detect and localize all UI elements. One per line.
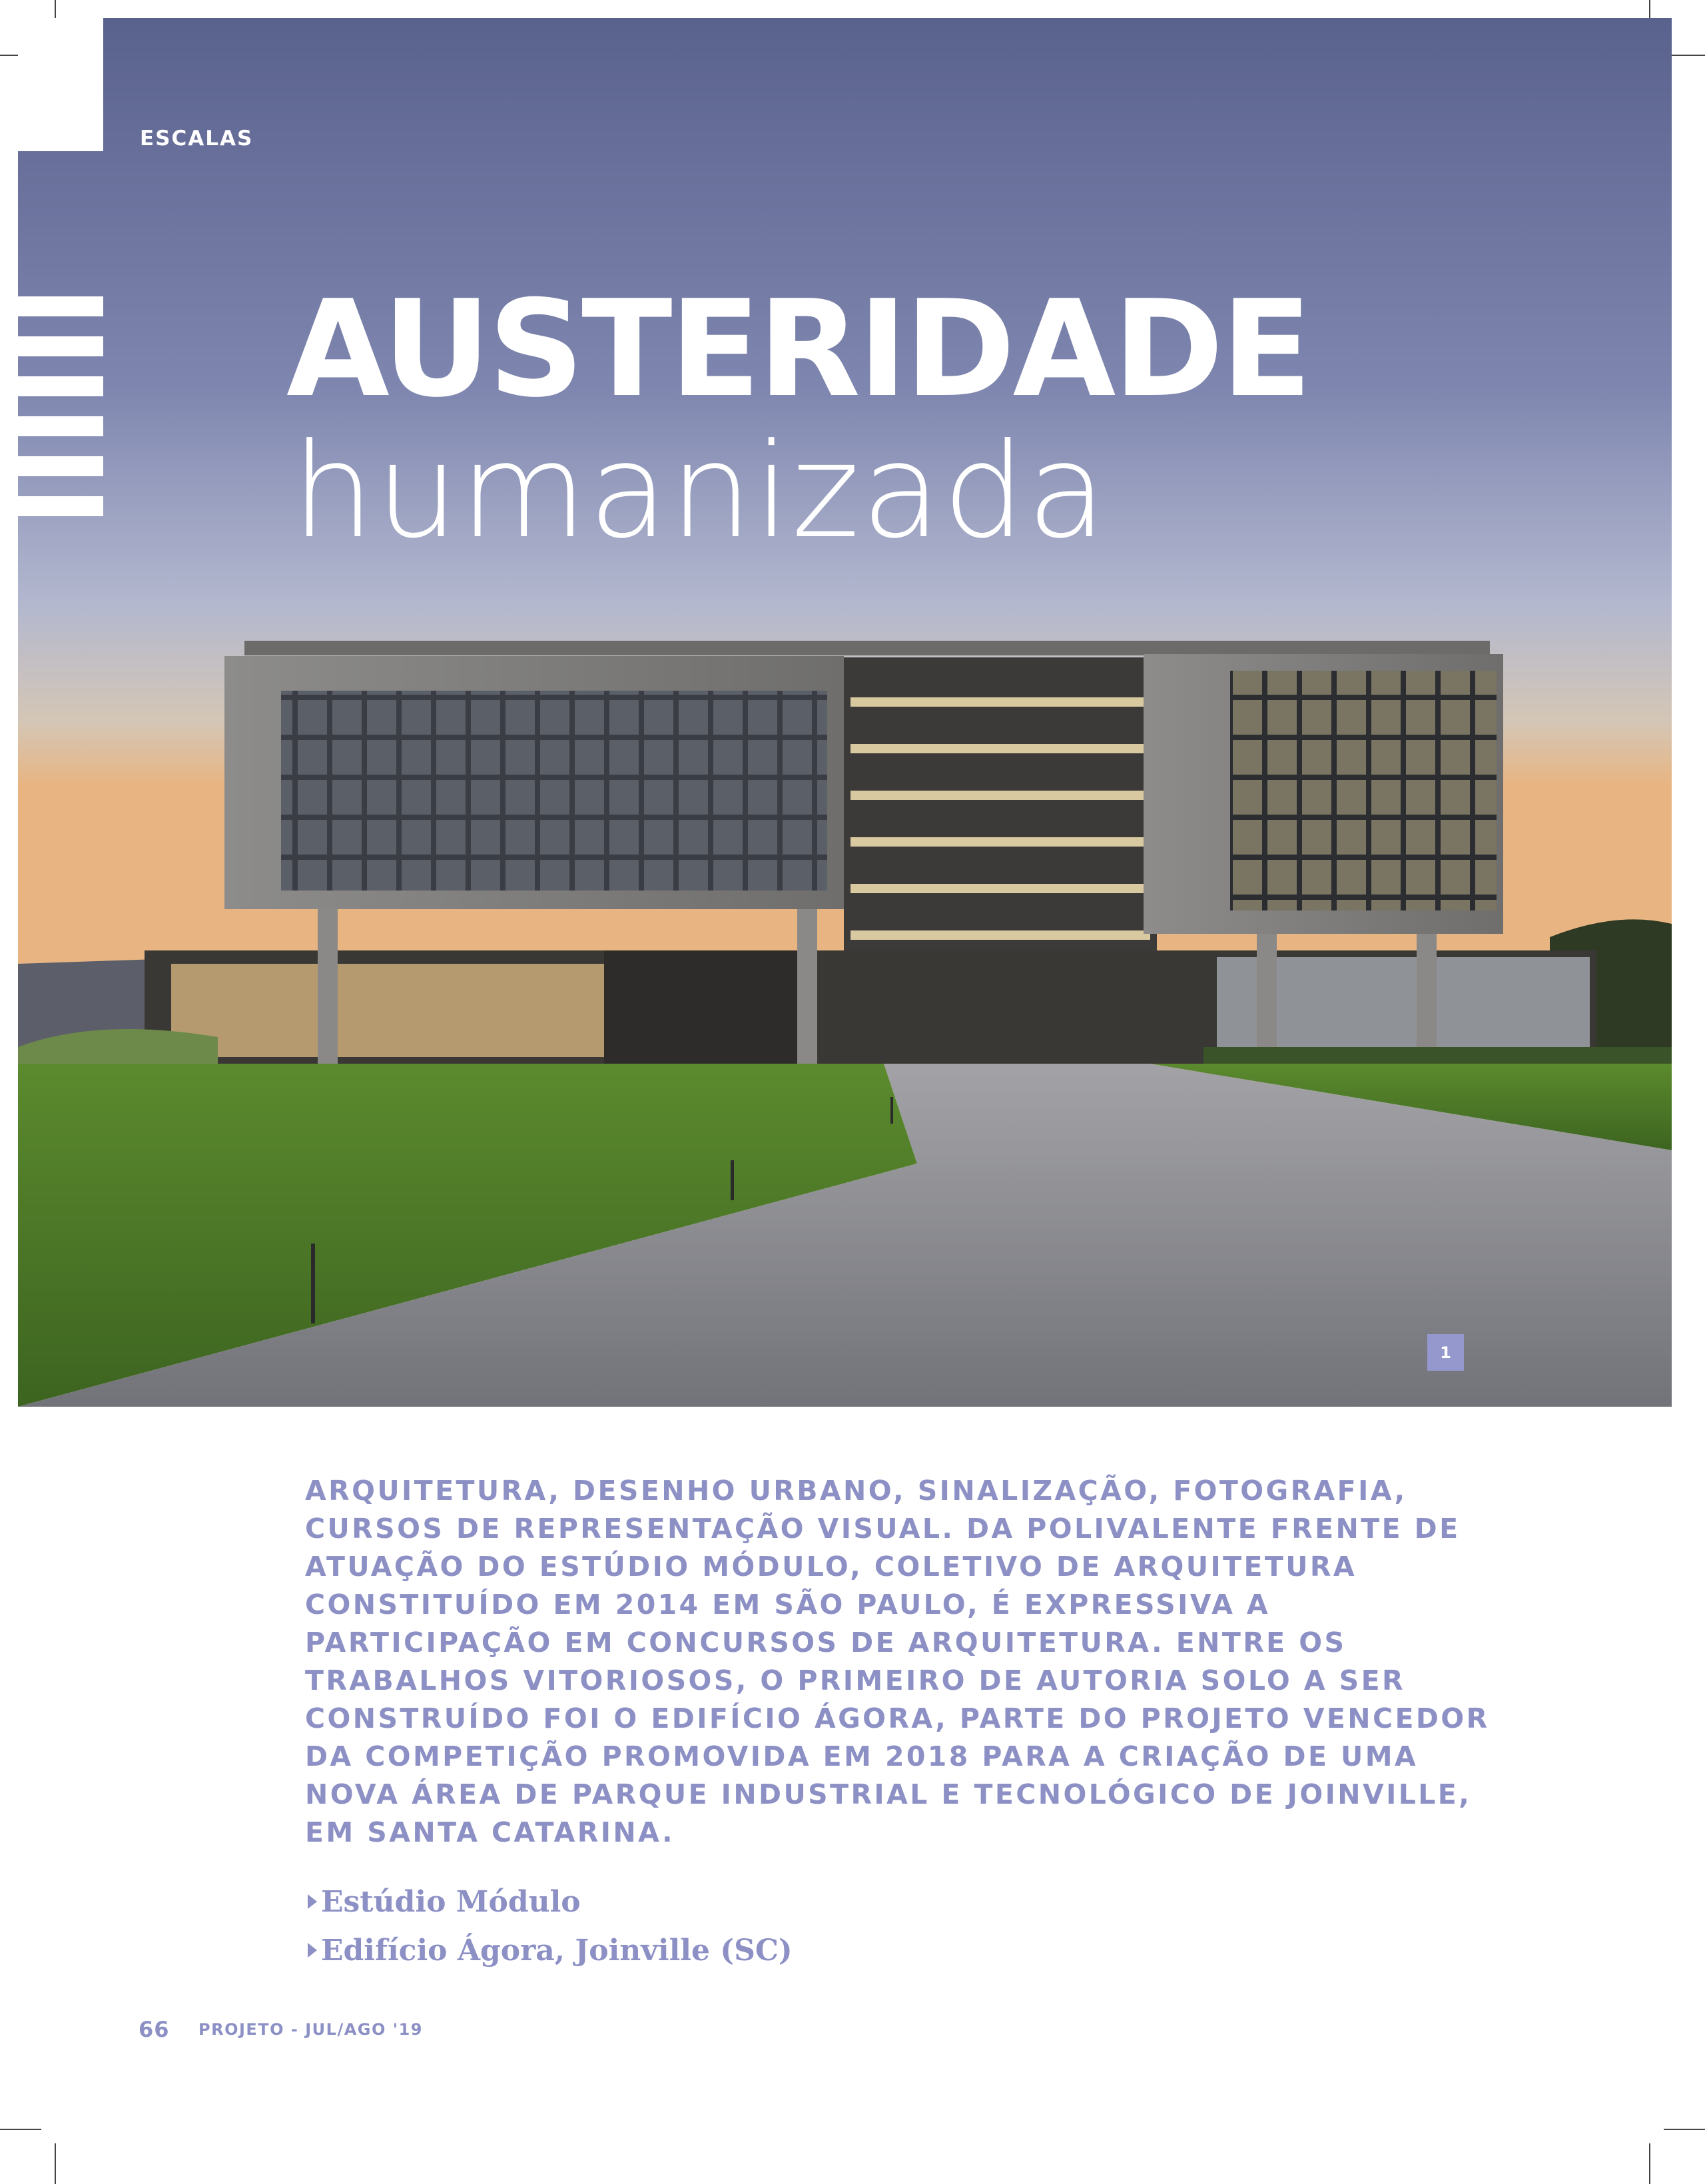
photo-number-badge: 1 <box>1427 1334 1464 1371</box>
page-number: 66 <box>139 2017 170 2042</box>
hero-photo <box>18 18 1672 1407</box>
crop-mark <box>1649 2143 1650 2184</box>
credit-office <box>308 1885 581 1919</box>
credit-project-text: Edifício Ágora, Joinville (SC) <box>321 1934 793 1968</box>
triangle-bullet-icon <box>308 1943 317 1958</box>
credit-office-text: Estúdio Módulo <box>321 1885 581 1919</box>
corner-tab <box>18 18 103 151</box>
crop-mark <box>55 2143 56 2184</box>
crop-mark <box>1664 2129 1705 2130</box>
crop-mark <box>55 0 56 18</box>
triangle-bullet-icon <box>308 1894 317 1909</box>
lead-paragraph: ARQUITETURA, DESENHO URBANO, SINALIZAÇÃO, FOTOGRAFIA, CURSOS DE REPRESENTAÇÃO VISUAL. DA POLIVALENTE FRENTE DE ATUAÇÃO DO ESTÚDIO MÓDULO, COLETIVO DE ARQUITETURA CONSTITUÍDO EM 2014 EM SÃO PAULO, É EXPRESSIVA A PARTICIPAÇÃO EM CONCURSOS DE ARQUITETURA. ENTRE OS TRABALHOS VITORIOSOS, O PRIMEIRO DE AUTORIA SOLO A SER CONSTRUÍDO FOI O EDIFÍCIO ÁGORA, PARTE DO PROJETO VENCEDOR DA COMPETIÇÃO PROMOVIDA EM 2018 PARA A CRIAÇÃO DE UMA NOVA ÁREA DE PARQUE INDUSTRIAL E TECNOLÓGICO DE JOINVILLE, EM SANTA CATARINA. <box>305 1475 1490 1848</box>
crop-mark <box>0 2129 41 2130</box>
publication-footer: PROJETO - JUL/AGO '19 <box>198 2020 423 2039</box>
section-label: ESCALAS <box>140 127 254 151</box>
credit-project <box>308 1934 793 1968</box>
building-illustration <box>18 18 1672 1407</box>
title-main: AUSTERIDADE <box>286 272 1309 427</box>
decorative-bars <box>18 296 103 536</box>
title-sub: humanizada <box>292 416 1108 567</box>
